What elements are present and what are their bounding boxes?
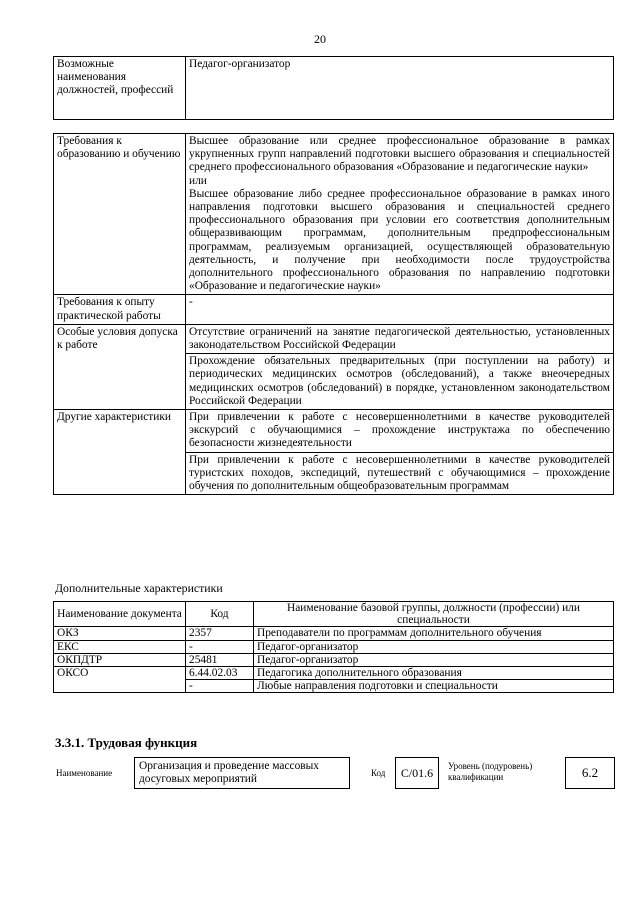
education-value xyxy=(186,134,614,295)
function-code-label: Код xyxy=(371,768,386,778)
header-name: Наименование базовой группы, должности (профессии) или специальности xyxy=(254,602,614,627)
positions-table xyxy=(53,56,614,120)
education-text-2: Высшее образование либо среднее профессиональное образование в рамках иного направления подготовки высшего образования и специальностей среднего профессионального образования при условии его соответствия дополнительным общеразвивающим программам, дополнительным предпрофессиональным программам, реализуемым организацией, осуществляющей образовательную деятельность, и получение при необходимости после трудоустройства дополнительного профессионального образования по направлению подготовки «Образование и педагогические науки» xyxy=(189,187,610,293)
table-row xyxy=(54,410,614,453)
function-code-value: С/01.6 xyxy=(395,757,439,789)
education-label: Требования к образованию и обучению xyxy=(54,134,186,295)
cell-document: ЕКС xyxy=(54,640,186,653)
cell-document: ОКЗ xyxy=(54,627,186,640)
cell-name: Преподаватели по программам дополнительного обучения xyxy=(254,627,614,640)
positions-value: Педагог-организатор xyxy=(186,57,614,120)
function-name-label: Наименование xyxy=(56,768,113,778)
cell-name: Любые направления подготовки и специальности xyxy=(254,680,614,693)
table-header-row xyxy=(54,602,614,627)
table-row xyxy=(54,57,614,120)
table-row xyxy=(54,627,614,640)
qualification-level-value: 6.2 xyxy=(565,757,615,789)
education-or: или xyxy=(189,174,207,187)
section-title: 3.3.1. Трудовая функция xyxy=(55,735,198,750)
experience-value: - xyxy=(186,295,614,324)
table-row xyxy=(54,134,614,295)
conditions-value-2: Прохождение обязательных предварительных (при поступлении на работу) и периодических медицинских осмотров (обследований), а также внеочередных медицинских осмотров (обследований) в порядке, установленном законодательством Российской Федерации xyxy=(186,354,614,410)
conditions-label: Особые условия допуска к работе xyxy=(54,324,186,409)
cell-document: ОКСО xyxy=(54,667,186,693)
table-row xyxy=(54,667,614,680)
cell-code: 6.44.02.03 xyxy=(186,667,254,680)
table-row xyxy=(54,653,614,666)
experience-label: Требования к опыту практической работы xyxy=(54,295,186,324)
conditions-value-1: Отсутствие ограничений на занятие педагогической деятельностью, установленных законодательством Российской Федерации xyxy=(186,324,614,353)
positions-label: Возможные наименования должностей, профессий xyxy=(54,57,186,120)
other-label: Другие характеристики xyxy=(54,410,186,495)
cell-code: 2357 xyxy=(186,627,254,640)
cell-code: - xyxy=(186,680,254,693)
education-text-1: Высшее образование или среднее профессиональное образование в рамках укрупненных групп направлений подготовки высшего образования и специальностей среднего профессионального образования «Образование и педагогические науки» xyxy=(189,135,610,174)
cell-code: - xyxy=(186,640,254,653)
additional-characteristics-label: Дополнительные характеристики xyxy=(55,581,223,595)
table-row xyxy=(54,324,614,353)
header-code: Код xyxy=(186,602,254,627)
cell-name: Педагогика дополнительного образования xyxy=(254,667,614,680)
cell-name: Педагог-организатор xyxy=(254,640,614,653)
header-document: Наименование документа xyxy=(54,602,186,627)
qualification-level-label: Уровень (подуровень) квалификации xyxy=(448,761,533,782)
other-value-2: При привлечении к работе с несовершеннолетними в качестве руководителей туристских походов, экспедиций, путешествий с обучающимися – прохождение обучения по дополнительным общеобразовательным программам xyxy=(186,452,614,495)
requirements-table xyxy=(53,133,614,495)
cell-code: 25481 xyxy=(186,653,254,666)
other-value-1: При привлечении к работе с несовершеннолетними в качестве руководителей экскурсий с обучающимися – прохождение инструктажа по обеспечению безопасности жизнедеятельности xyxy=(186,410,614,453)
cell-document: ОКПДТР xyxy=(54,653,186,666)
page-number: 20 xyxy=(314,32,326,46)
function-name-value: Организация и проведение массовых досуговых мероприятий xyxy=(134,757,350,789)
additional-table xyxy=(53,601,614,693)
cell-name: Педагог-организатор xyxy=(254,653,614,666)
table-row xyxy=(54,295,614,324)
table-row xyxy=(54,640,614,653)
